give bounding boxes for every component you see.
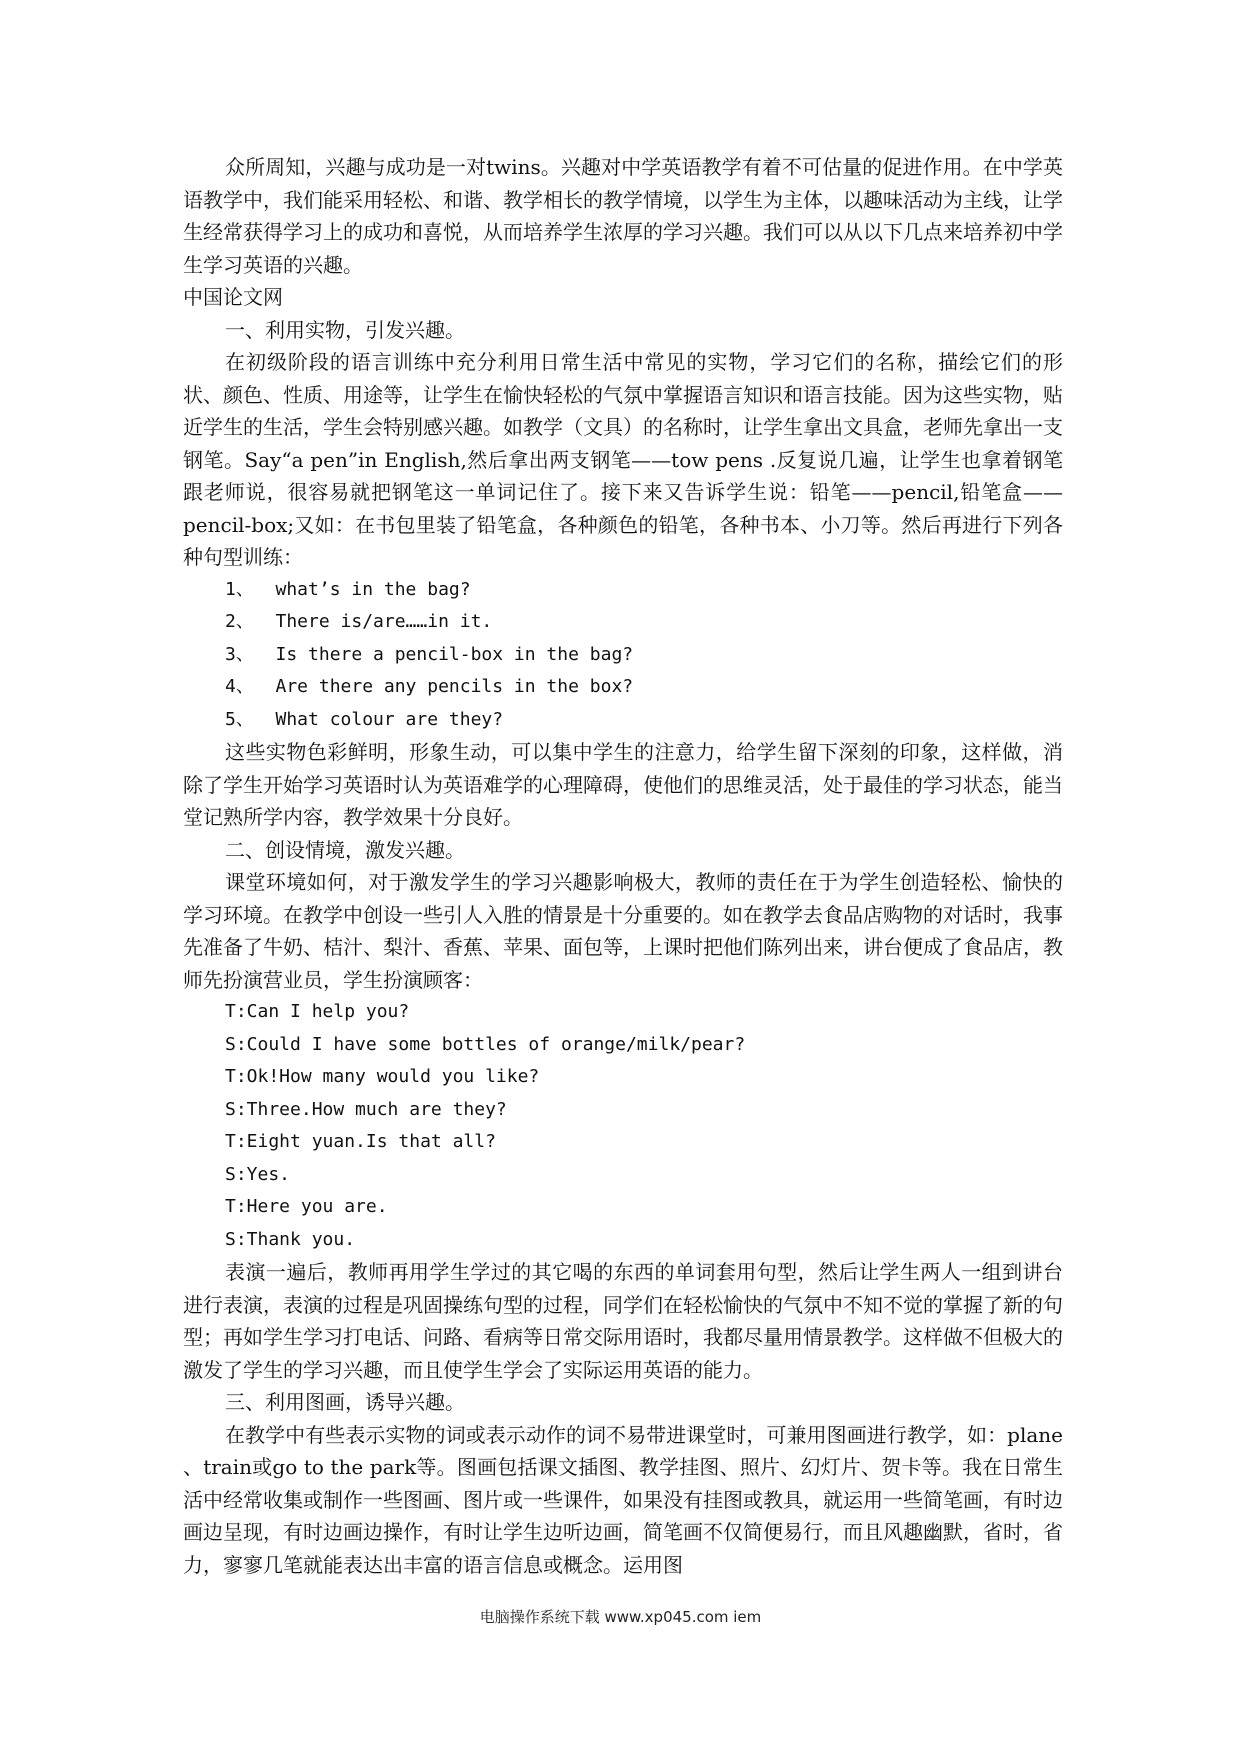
dialogue-list xyxy=(183,996,1063,1256)
drill-item: 1、 what’s in the bag? xyxy=(225,578,471,600)
dialogue-line: S:Yes. xyxy=(225,1163,291,1185)
drill-item: 4、 Are there any pencils in the box? xyxy=(225,676,634,697)
dialogue-line: S:Thank you. xyxy=(225,1228,356,1250)
section1-conclusion: 这些实物色彩鲜明，形象生动，可以集中学生的注意力，给学生留下深刻的印象，这样做，消除了学生开始学习英语时认为英语难学的心理障碍，使他们的思维灵活，处于最佳的学习状态，能当堂记熟所学内容，教学效果十分良好。 xyxy=(183,740,1063,829)
article-body xyxy=(183,151,1063,1581)
drill-item: 3、 Is there a pencil-box in the bag? xyxy=(225,643,634,665)
section1-body: 在初级阶段的语言训练中充分利用日常生活中常见的实物，学习它们的名称，描绘它们的形状、颜色、性质、用途等，让学生在愉快轻松的气氛中掌握语言知识和语言技能。因为这些实物，贴近学生的生活，学生会特别感兴趣。如教学（文具）的名称时，让学生拿出文具盒，老师先拿出一支钢笔。Say“a pen”in English,然后拿出两支钢笔——tow pens .反复说几遍，让学生也拿着钢笔跟老师说，很容易就把钢笔这一单词记住了。接下来又告诉学生说：铅笔——pencil,铅笔盒——pencil-box;又如：在书包里装了铅笔盒，各种颜色的铅笔，各种书本、小刀等。然后再进行下列各种句型训练： xyxy=(183,350,1063,569)
source-label: 中国论文网 xyxy=(183,285,283,309)
dialogue-line: S:Three.How much are they? xyxy=(225,1098,507,1120)
drill-list xyxy=(183,574,1063,737)
section2-body: 课堂环境如何，对于激发学生的学习兴趣影响极大，教师的责任在于为学生创造轻松、愉快的学习环境。在教学中创设一些引人入胜的情景是十分重要的。如在教学去食品店购物的对话时，我事先准备了牛奶、桔汁、梨汁、香蕉、苹果、面包等，上课时把他们陈列出来，讲台便成了食品店，教师先扮演营业员，学生扮演顾客： xyxy=(183,870,1063,992)
drill-item: 2、 There is/are……in it. xyxy=(225,611,493,632)
section1-heading: 一、利用实物，引发兴趣。 xyxy=(225,317,465,342)
intro-paragraph: 众所周知，兴趣与成功是一对twins。兴趣对中学英语教学有着不可估量的促进作用。在中学英语教学中，我们能采用轻松、和谐、教学相长的教学情境，以学生为主体，以趣味活动为主线，让学生经常获得学习上的成功和喜悦，从而培养学生浓厚的学习兴趣。我们可以从以下几点来培养初中学生学习英语的兴趣。 xyxy=(183,155,1063,277)
dialogue-line: T:Here you are. xyxy=(225,1196,388,1217)
page-footer: 电脑操作系统下载 www.xp045.com iem xyxy=(479,1608,762,1626)
section3-heading: 三、利用图画，诱导兴趣。 xyxy=(225,1390,465,1414)
section2-conclusion: 表演一遍后，教师再用学生学过的其它喝的东西的单词套用句型，然后让学生两人一组到讲台进行表演，表演的过程是巩固操练句型的过程，同学们在轻松愉快的气氛中不知不觉的掌握了新的句型；再如学生学习打电话、问路、看病等日常交际用语时，我都尽量用情景教学。这样做不但极大的激发了学生的学习兴趣，而且使学生学会了实际运用英语的能力。 xyxy=(183,1260,1063,1382)
dialogue-line: S:Could I have some bottles of orange/milk/pear? xyxy=(225,1033,746,1055)
dialogue-line: T:Ok!How many would you like? xyxy=(225,1066,540,1087)
dialogue-line: T:Can I help you? xyxy=(225,1001,410,1022)
drill-item: 5、 What colour are they? xyxy=(225,708,504,730)
section3-body: 在教学中有些表示实物的词或表示动作的词不易带进课堂时，可兼用图画进行教学，如：plane 、train或go to the park等。图画包括课文插图、教学挂图、照片、幻灯片、贺卡等。我在日常生活中经常收集或制作一些图画、图片或一些课件，如果没有挂图或教具，就运用一些简笔画，有时边画边呈现，有时边画边操作，有时让学生边听边画，简笔画不仅简便易行，而且风趣幽默，省时，省力，寥寥几笔就能表达出丰富的语言信息或概念。运用图 xyxy=(183,1422,1063,1577)
section2-heading: 二、创设情境，激发兴趣。 xyxy=(225,837,465,862)
dialogue-line: T:Eight yuan.Is that all? xyxy=(225,1131,496,1152)
